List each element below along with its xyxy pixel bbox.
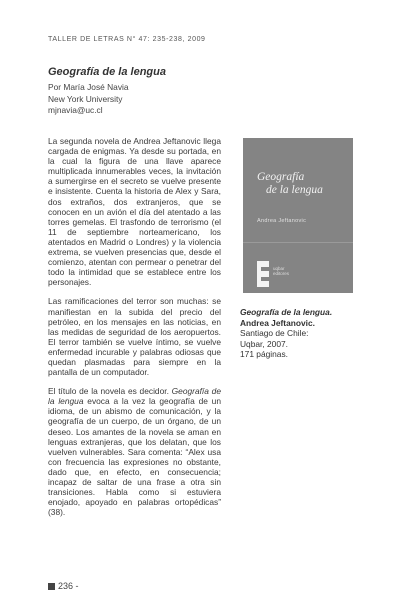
book-info-pages: 171 páginas. [240, 349, 288, 360]
reviewer-affiliation: New York University [48, 93, 123, 104]
body-paragraph-3 [48, 386, 221, 517]
cover-author: Andrea Jeftanovic [257, 218, 307, 224]
page-square-icon [48, 583, 55, 590]
book-info [240, 307, 332, 360]
paragraph-3-lead: El título de la novela es decidor. [48, 386, 172, 397]
cover-title-line-2: de la lengua [266, 184, 323, 196]
book-info-title: Geografía de la lengua. [240, 307, 333, 317]
page-number-text: 236 - [58, 581, 79, 591]
book-cover-image [243, 138, 353, 293]
reviewer-block [48, 82, 129, 117]
cover-title [257, 171, 347, 197]
review-body [48, 136, 221, 526]
review-title: Geografía de la lengua [48, 66, 166, 78]
book-info-publisher-year: Uqbar, 2007. [240, 338, 288, 349]
book-info-city: Santiago de Chile: [240, 328, 309, 339]
journal-header: TALLER DE LETRAS N° 47: 235-238, 2009 [48, 36, 206, 43]
body-paragraph-1: La segunda novela de Andrea Jeftanovic llega cargada de enigmas. Ya desde su portada, en la cual la figura de una llave aparece multiplicada innumerables veces, la invitación a sumergirse en el secreto se vuelve presente e insistente. Cuenta la historia de Alex y Sara, dos extraños, dos extranjeros, que se conocen en un avión el día del atentado a las torres gemelas. El trasfondo de terrorismo (el 11 de septiembre norteamericano, los atentados en Madrid o Londres) y la violencia extrema, se vuelven presencias que, desde el comienzo, atentan con permear o penetrar del todo la intimidad que se establece entre los personajes. [48, 136, 221, 288]
book-info-author: Andrea Jeftanovic. [240, 317, 315, 328]
paragraph-3-rest: evoca a la vez la geografía de un idioma, de un abismo de comunicación, y la geografía de un cuerpo, de un órgano, de un deseo. Los amantes de la novela se aman en lenguas extranjeras, que los delatan, que los vuelven vulnerables. Sara comenta: “Alex usa con frecuencia las expresiones no obstante, dado que, en efecto, en consecuencia; incapaz de saltar de una frase a otra sin transiciones. Habla como si estuviera enojado, apoyado en palabras ortopédicas” (38). [48, 396, 222, 518]
paragraph-3-book-title: Geografía de la lengua [48, 386, 221, 407]
reviewer-email: mjnavia@uc.cl [48, 105, 103, 115]
reviewer-name: Por María José Navia [48, 82, 129, 92]
cover-divider [243, 242, 353, 243]
cover-title-line-1: Geografía [257, 171, 305, 183]
cover-publisher: uqbar editores [273, 266, 290, 276]
publisher-logo-icon [257, 261, 269, 287]
page-number [48, 581, 79, 591]
body-paragraph-2: Las ramificaciones del terror son muchas: se manifiestan en la subida del precio del petróleo, en los mensajes en las noticias, en las medidas de seguridad de los aeropuertos. El terror también se vuelve íntimo, se vuelve enfermedad incurable y palabras odiosas que quedan plasmadas para siempre en la pantalla de un computador. [48, 296, 221, 378]
